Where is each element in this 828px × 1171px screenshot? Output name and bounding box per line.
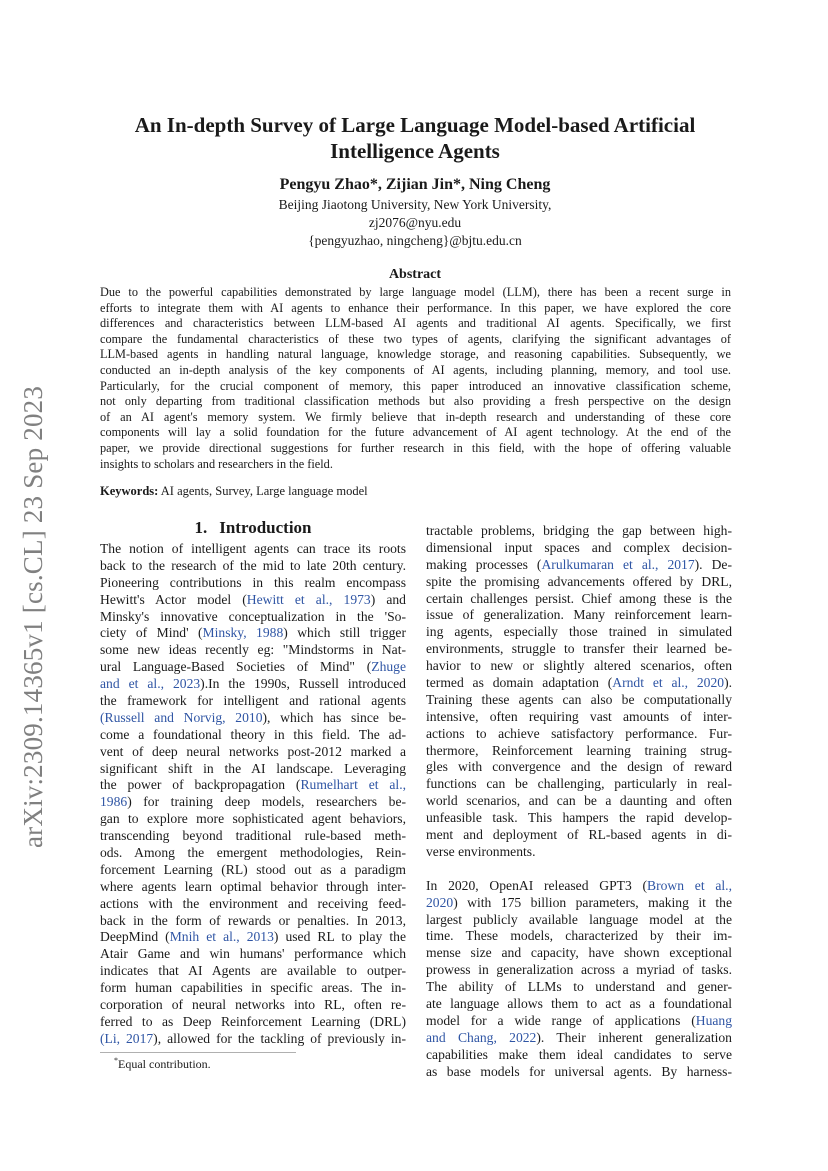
text-run: time. These models, characterized by their im- bbox=[426, 928, 732, 944]
title-line-2: Intelligence Agents bbox=[330, 139, 500, 163]
text-line bbox=[100, 659, 406, 676]
citation-link[interactable]: Russell and Norvig, 2010 bbox=[104, 709, 263, 725]
text-line bbox=[426, 979, 732, 996]
text-line bbox=[426, 810, 732, 827]
section-title: Introduction bbox=[219, 518, 312, 537]
footnote-mark: * bbox=[114, 1056, 118, 1065]
abstract-line: Due to the powerful capabilities demonstrated by large language model (LLM), there has been a recent surge in bbox=[100, 285, 731, 299]
citation-link[interactable]: Hewitt et al., 1973 bbox=[246, 591, 371, 607]
text-run: environments, struggle to transfer their learned be- bbox=[426, 641, 732, 657]
text-run: where agents learn optimal behavior through inter- bbox=[100, 878, 406, 894]
affiliation-institutions: Beijing Jiaotong University, New York University, bbox=[278, 197, 552, 212]
text-run: transcending beyond traditional rule-based meth- bbox=[100, 828, 406, 844]
text-line bbox=[426, 557, 732, 574]
text-line bbox=[426, 895, 732, 912]
text-line bbox=[100, 609, 406, 626]
text-line bbox=[426, 624, 732, 641]
text-line bbox=[426, 827, 732, 844]
text-line bbox=[426, 709, 732, 726]
citation-link[interactable]: Huang bbox=[695, 1012, 732, 1028]
footnote-rule bbox=[100, 1052, 296, 1053]
text-line bbox=[100, 946, 406, 963]
abstract-line: LLM-based agents in handling natural language, knowledge storage, and reasoning capabilities. Subsequently, we bbox=[100, 347, 731, 362]
text-line bbox=[426, 675, 732, 692]
right-paragraph-1 bbox=[426, 523, 732, 861]
text-run: gles with convergence and the design of reward bbox=[426, 759, 732, 775]
text-line bbox=[100, 761, 406, 778]
abstract-line: components will lay a solid foundation for the future advancement of AI agent technology. At the end of the bbox=[100, 425, 731, 440]
text-run: unfeasible task. This hampers the rapid develop- bbox=[426, 810, 732, 826]
text-run: the power of backpropagation ( bbox=[100, 777, 301, 793]
text-run: come a foundational theory in this field. The ad- bbox=[100, 726, 406, 742]
text-line bbox=[426, 962, 732, 979]
text-run: actions to achieve satisfactory performance. Fur- bbox=[426, 725, 732, 741]
text-line bbox=[426, 1013, 732, 1030]
text-run: prowess in generalization across a myriad of tasks. bbox=[426, 962, 732, 978]
citation-link[interactable]: 2020 bbox=[426, 894, 454, 910]
section-heading bbox=[100, 518, 406, 538]
text-run: indicates that AI Agents are available to outper- bbox=[100, 963, 406, 979]
text-run: ).In the 1990s, Russell introduced bbox=[200, 676, 406, 692]
text-line bbox=[426, 1030, 732, 1047]
abstract-line: efforts to integrate them with AI agents to enhance their performance. In this paper, we have explored the core bbox=[100, 300, 731, 315]
text-run: The notion of intelligent agents can trace its roots bbox=[100, 541, 406, 556]
text-run: ment and deployment of RL-based agents in di- bbox=[426, 827, 732, 843]
text-line bbox=[100, 862, 406, 879]
text-run: Minsky's innovative conceptualization in the 'So- bbox=[100, 608, 406, 624]
text-run: ing agents, especially those trained in simulated bbox=[426, 624, 732, 640]
text-line bbox=[100, 811, 406, 828]
text-run: certain challenges persist. Chief among these is the bbox=[426, 590, 732, 606]
text-line bbox=[426, 607, 732, 624]
affiliation-email-1: zj2076@nyu.edu bbox=[368, 215, 462, 230]
text-line bbox=[426, 658, 732, 675]
text-line bbox=[100, 929, 406, 946]
text-line bbox=[426, 574, 732, 591]
text-run: the framework for intelligent and rational agents bbox=[100, 693, 406, 709]
text-line bbox=[100, 575, 406, 592]
affiliations bbox=[100, 196, 730, 250]
title-line-1: An In-depth Survey of Large Language Model-based Artificial bbox=[134, 113, 696, 137]
text-line bbox=[426, 912, 732, 929]
text-run: ods. Among the emergent methodologies, Rein- bbox=[100, 845, 406, 861]
citation-link[interactable]: Arndt et al., 2020 bbox=[612, 675, 725, 691]
text-run: significant shift in the AI landscape. Leveraging bbox=[100, 760, 406, 776]
text-line bbox=[426, 844, 732, 861]
text-line bbox=[100, 1031, 406, 1048]
text-line bbox=[100, 625, 406, 642]
text-run: corporation of neural networks into RL, often re- bbox=[100, 997, 406, 1013]
text-run: ) and bbox=[370, 591, 406, 607]
text-run: form human capabilities in specific areas. The in- bbox=[100, 980, 406, 996]
text-line bbox=[100, 980, 406, 997]
abstract-line: compare the fundamental characteristics of these two types of agents, clarifying the significant advantages of bbox=[100, 331, 731, 346]
author-list: Pengyu Zhao*, Zijian Jin*, Ning Cheng bbox=[279, 176, 551, 193]
text-line bbox=[100, 693, 406, 710]
text-line bbox=[100, 592, 406, 609]
left-column bbox=[100, 541, 406, 1048]
text-line bbox=[100, 777, 406, 794]
text-line bbox=[100, 541, 406, 558]
text-run: Pioneering contributions in this realm encompass bbox=[100, 574, 406, 590]
text-run: world scenarios, and can be a daunting and often bbox=[426, 793, 732, 809]
text-run: Training these agents can also be computationally bbox=[426, 691, 732, 707]
text-line bbox=[426, 793, 732, 810]
text-run: back to the research of the mid to late 20th century. bbox=[100, 557, 406, 573]
text-run: gan to explore more sophisticated agent behaviors, bbox=[100, 811, 406, 827]
text-run: ate language allows them to act as a foundational bbox=[426, 996, 732, 1012]
text-line bbox=[426, 776, 732, 793]
abstract-heading: Abstract bbox=[388, 267, 442, 282]
abstract-line: of an AI agent's memory system. We firmly believe that in-depth research and understanding of these core bbox=[100, 409, 731, 424]
text-run: making processes ( bbox=[426, 556, 542, 572]
text-line bbox=[426, 878, 732, 895]
text-run: ), which has since be- bbox=[262, 709, 406, 725]
text-line bbox=[100, 676, 406, 693]
text-run: capabilities make them ideal candidates to serve bbox=[426, 1046, 732, 1062]
text-run: ), allowed for the tackling of previously in- bbox=[153, 1030, 406, 1046]
text-line bbox=[100, 794, 406, 811]
text-run: The ability of LLMs to understand and gener- bbox=[426, 979, 732, 995]
text-run: largest publicly available language model at the bbox=[426, 911, 732, 927]
text-run: ural Language-Based Societies of Mind" ( bbox=[100, 659, 372, 675]
text-line bbox=[426, 692, 732, 709]
text-run: ferred to as Deep Reinforcement Learning (DRL) bbox=[100, 1013, 406, 1029]
text-line bbox=[426, 1064, 732, 1081]
text-line bbox=[100, 710, 406, 727]
text-line bbox=[100, 913, 406, 930]
text-line bbox=[100, 997, 406, 1014]
keywords-text: AI agents, Survey, Large language model bbox=[158, 484, 368, 498]
text-run: issue of generalization. Many reinforcement learn- bbox=[426, 607, 732, 623]
text-run: havior to new or slightly altered scenarios, often bbox=[426, 658, 732, 674]
text-line bbox=[100, 879, 406, 896]
text-line bbox=[100, 845, 406, 862]
text-line bbox=[100, 727, 406, 744]
text-line bbox=[100, 963, 406, 980]
text-run: termed as domain adaptation ( bbox=[426, 675, 613, 691]
text-run: some new ideas recently eg: "Mindstorms in Nat- bbox=[100, 642, 406, 658]
text-line bbox=[426, 996, 732, 1013]
text-line bbox=[426, 945, 732, 962]
citation-link[interactable]: Brown et al., bbox=[647, 877, 732, 893]
text-run: ) with 175 billion parameters, making it the bbox=[453, 894, 732, 910]
text-run: Hewitt's Actor model ( bbox=[100, 591, 247, 607]
text-run: Atair Game and win humans' performance which bbox=[100, 946, 406, 962]
citation-link[interactable]: 1986 bbox=[100, 794, 128, 810]
citation-link[interactable]: and et al., 2023 bbox=[100, 676, 201, 692]
abstract-line: not only departing from traditional classification methods but also providing a fresh perspective on the design bbox=[100, 394, 731, 409]
text-line bbox=[100, 744, 406, 761]
affiliation-email-2: {pengyuzhao, ningcheng}@bjtu.edu.cn bbox=[308, 233, 522, 248]
text-run: model for a wide range of applications ( bbox=[426, 1012, 696, 1028]
text-run: ). Their inherent generalization bbox=[536, 1029, 732, 1045]
abstract-line: conducted an in-depth analysis of the key components of AI agents, including planning, memory, and tool use. bbox=[100, 362, 731, 377]
citation-link[interactable]: and Chang, 2022 bbox=[426, 1029, 537, 1045]
text-run: intensive, often requiring vast amounts of inter- bbox=[426, 708, 732, 724]
text-run: as base models for universal agents. By harness- bbox=[426, 1063, 732, 1079]
text-run: ciety of Mind' ( bbox=[100, 625, 203, 641]
arxiv-identifier: arXiv:2309.14365v1 [cs.CL] 23 Sep 2023 bbox=[18, 385, 48, 848]
text-run: spite the promising advancements offered by DRL, bbox=[426, 573, 732, 589]
text-run: DeepMind ( bbox=[100, 929, 170, 945]
abstract-body bbox=[100, 285, 731, 472]
paper-title bbox=[100, 112, 730, 164]
text-run: tractable problems, bridging the gap between high- bbox=[426, 523, 732, 538]
text-run: dimensional input spaces and complex decision- bbox=[426, 539, 732, 555]
text-line bbox=[426, 928, 732, 945]
keywords-label: Keywords: bbox=[100, 484, 159, 498]
citation-link[interactable]: Minsky, 1988 bbox=[202, 625, 284, 641]
text-line bbox=[426, 523, 732, 540]
text-line bbox=[100, 828, 406, 845]
text-line bbox=[426, 743, 732, 760]
text-line bbox=[426, 591, 732, 608]
text-line bbox=[100, 896, 406, 913]
abstract-line: paper, we provide directional suggestions for further research in this field, with the hope of offering valuable bbox=[100, 440, 731, 455]
right-column bbox=[426, 523, 732, 1081]
footnote bbox=[114, 1056, 211, 1072]
text-run: vent of deep neural networks post-2012 marked a bbox=[100, 743, 406, 759]
text-run: ). De- bbox=[694, 556, 732, 572]
text-run: actions with the environment and receiving feed- bbox=[100, 895, 406, 911]
citation-link[interactable]: Arulkumaran et al., 2017 bbox=[541, 556, 695, 572]
text-run: back in the form of rewards or penalties. In 2013, bbox=[100, 912, 406, 928]
text-run: ) for training deep models, researchers be- bbox=[127, 794, 406, 810]
text-run: ) which still trigger bbox=[283, 625, 406, 641]
text-run: forcement Learning (RL) stood out as a paradigm bbox=[100, 861, 406, 877]
text-run: ) used RL to play the bbox=[273, 929, 406, 945]
text-line bbox=[426, 540, 732, 557]
right-paragraph-2 bbox=[426, 878, 732, 1081]
citation-link[interactable]: Li, 2017 bbox=[104, 1030, 154, 1046]
text-run: In 2020, OpenAI released GPT3 ( bbox=[426, 877, 648, 893]
text-line bbox=[426, 1047, 732, 1064]
citation-link[interactable]: ( bbox=[100, 1030, 105, 1046]
text-line bbox=[100, 558, 406, 575]
citation-link[interactable]: Mnih et al., 2013 bbox=[169, 929, 274, 945]
abstract-line: Particularly, for the crucial component of memory, this paper introduced an innovative classification scheme, bbox=[100, 378, 731, 393]
text-line bbox=[426, 641, 732, 658]
text-run: ). bbox=[724, 675, 732, 691]
section-number: 1. bbox=[194, 518, 208, 537]
citation-link[interactable]: Zhuge bbox=[371, 659, 406, 675]
keywords-line bbox=[100, 484, 368, 499]
footnote-text: Equal contribution. bbox=[118, 1057, 211, 1071]
abstract-line: differences and characteristics between LLM-based AI agents and traditional AI agents. Specifically, we first bbox=[100, 316, 731, 331]
abstract-line: insights to scholars and researchers in the field. bbox=[100, 456, 333, 471]
citation-link[interactable]: ( bbox=[100, 709, 105, 725]
text-line bbox=[100, 1014, 406, 1031]
text-run: mense size and capacity, have shown exceptional bbox=[426, 945, 732, 961]
citation-link[interactable]: Rumelhart et al., bbox=[300, 777, 406, 793]
text-line bbox=[100, 642, 406, 659]
text-run: thermore, Reinforcement learning training strug- bbox=[426, 742, 732, 758]
text-line bbox=[426, 759, 732, 776]
text-run: verse environments. bbox=[426, 843, 536, 859]
text-run: functions can be challenging, particularly in real- bbox=[426, 776, 732, 792]
text-line bbox=[426, 726, 732, 743]
